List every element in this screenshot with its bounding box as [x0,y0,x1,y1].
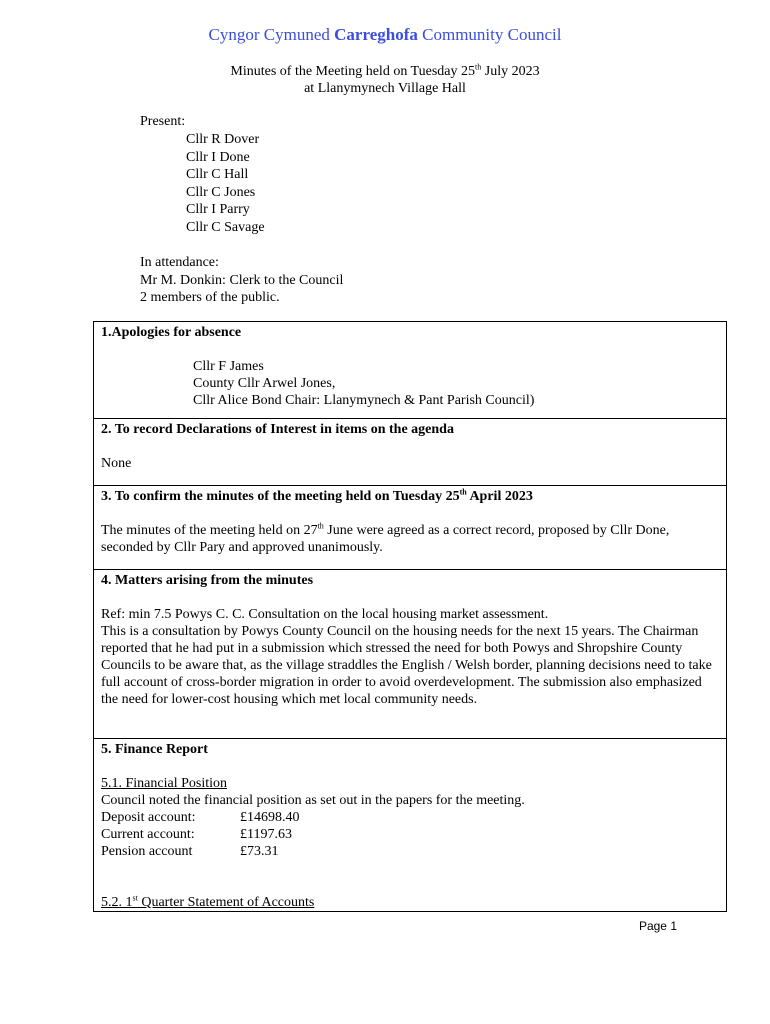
meeting-subtitle [0,63,770,97]
section-title: 1.Apologies for absence [101,325,242,340]
section-matters-arising [94,570,727,739]
section-declarations [94,419,727,486]
account-value: £1197.63 [240,827,292,842]
apology-item: County Cllr Arwel Jones, [193,376,336,391]
subsection-title: 5.1. Financial Position [101,776,227,791]
subsection-text: Council noted the financial position as set out in the papers for the meeting. [101,793,525,808]
account-label: Current account: [101,827,195,842]
account-label: Deposit account: [101,810,196,825]
section-confirm-minutes [94,486,727,570]
section-body: The minutes of the meeting held on 27th June were agreed as a correct record, proposed by Cllr Done, seconded by Cllr Pary and approved unanimously. [101,521,670,555]
page-number: Page 1 [638,919,677,933]
account-label: Pension account [101,844,193,859]
section-title: 2. To record Declarations of Interest in items on the agenda [101,422,454,437]
account-row [101,843,719,860]
account-row [101,826,719,843]
section-ref: Ref: min 7.5 Powys C. C. Consultation on the local housing market assessment. [101,607,549,622]
member-item: Cllr I Done [186,149,250,165]
attendance-clerk: Mr M. Donkin: Clerk to the Council [140,272,344,288]
present-members-list [186,131,265,237]
attendance-public: 2 members of the public. [140,290,280,305]
document-title: Cyngor Cymuned Carreghofa Community Council [208,25,562,44]
apology-item: Cllr F James [193,359,264,374]
member-item: Cllr R Dover [186,132,260,147]
section-title: 4. Matters arising from the minutes [101,573,314,588]
member-item: Cllr C Hall [186,167,249,183]
meeting-venue: at Llanymynech Village Hall [304,81,466,96]
apology-item: Cllr Alice Bond Chair: Llanymynech & Pant Parish Council) [193,393,535,408]
section-finance [94,739,727,912]
attendance-label: In attendance: [140,255,219,270]
minutes-table [93,321,727,912]
account-value: £73.31 [240,844,279,859]
meeting-date: Minutes of the Meeting held on Tuesday 25th July 2023 [230,62,540,79]
subsection-title: 5.2. 1st Quarter Statement of Accounts [101,893,315,910]
section-apologies [94,322,727,419]
section-title: 3. To confirm the minutes of the meeting held on Tuesday 25th April 2023 [101,487,533,504]
member-item: Cllr C Savage [186,219,265,235]
account-value: £14698.40 [240,810,300,825]
section-body: This is a consultation by Powys County Council on the housing needs for the next 15 years. The Chairman reported that he had put in a submission which stressed the need for both Powys and Shropshire County Councils to be aware that, as the village straddles the English / Welsh border, planning decisions need to take full account of cross-border migration in order to avoid overdevelopment. The submission also emphasized the need for lower-cost housing which met local community needs. [101,624,712,707]
member-item: Cllr C Jones [186,184,256,200]
member-item: Cllr I Parry [186,202,250,218]
account-row [101,809,719,826]
section-body: None [101,456,132,471]
attendance-block [140,254,343,307]
section-title: 5. Finance Report [101,742,208,757]
present-label: Present: [140,114,186,129]
